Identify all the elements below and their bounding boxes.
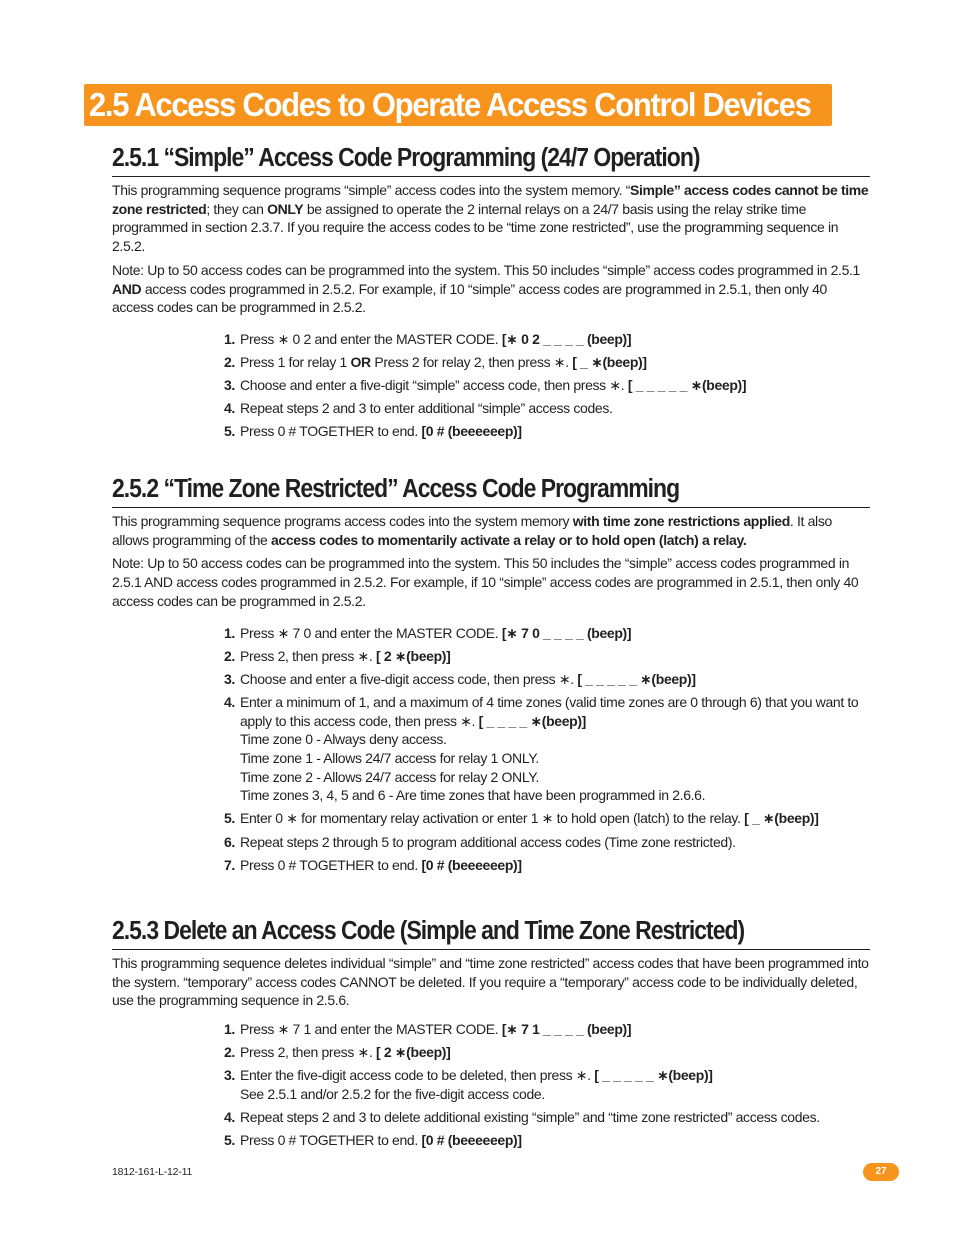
step-number: 3. — [224, 377, 235, 394]
step-item — [224, 1108, 870, 1127]
title-divider — [112, 949, 870, 950]
step-line — [240, 1066, 870, 1085]
section-banner — [84, 84, 832, 126]
step-line — [240, 693, 870, 730]
text: Press 0 # TOGETHER to end. — [240, 856, 422, 873]
bold-text: [ _ _ _ _ _ ∗(beep)] — [594, 1067, 713, 1084]
banner-title: 2.5 Access Codes to Operate Access Control Devices — [89, 86, 811, 123]
text: Time zone 1 - Allows 24/7 access for relay 1 ONLY. — [240, 749, 539, 766]
bold-text: AND — [112, 280, 142, 297]
step-line — [240, 749, 870, 768]
step-item — [224, 647, 870, 666]
step-line — [240, 422, 870, 441]
text: Note: Up to 50 access codes can be programmed into the system. This 50 includes the “simple” access codes programmed in 2.5.1 AND access codes programmed in 2.5.2. For example, if 10 “simple” access codes are programmed in 2.5.1, then only 40 access codes can be programmed in 2.5.2. — [112, 555, 859, 609]
step-line — [240, 330, 870, 349]
page-number-badge: 27 — [863, 1163, 899, 1181]
step-number: 4. — [224, 1109, 235, 1126]
bold-text: [ _ _ _ _ _ ∗(beep)] — [627, 377, 747, 394]
text: Press 0 # TOGETHER to end. — [240, 423, 422, 440]
text: Press 1 for relay 1 — [240, 354, 351, 371]
step-line — [240, 833, 870, 852]
step-number: 5. — [224, 1132, 235, 1149]
bold-text: [ 2 ∗(beep)] — [375, 647, 451, 664]
step-line — [240, 730, 870, 749]
text: Choose and enter a five-digit access code, then press ∗. — [240, 670, 578, 687]
bold-text: ONLY — [267, 200, 304, 217]
step-number: 5. — [224, 810, 235, 827]
step-item — [224, 1131, 870, 1150]
title-divider — [112, 176, 870, 177]
text: See 2.5.1 and/or 2.5.2 for the five-digit access code. — [240, 1086, 545, 1102]
step-number: 3. — [224, 1067, 235, 1084]
text: Time zone 0 - Always deny access. — [240, 731, 447, 748]
step-number: 2. — [224, 647, 235, 664]
step-number: 3. — [224, 670, 235, 687]
bold-text: [ 2 ∗(beep)] — [375, 1044, 451, 1061]
step-number: 4. — [224, 693, 235, 710]
step-line — [240, 856, 870, 875]
step-line — [240, 786, 870, 805]
document-code: 1812-161-L-12-11 — [112, 1166, 193, 1178]
text: Enter a minimum of 1, and a maximum of 4 time zones (valid time zones are 0 through 6) that you want to apply to this access code, then press ∗. — [240, 693, 859, 729]
text: Press 0 # TOGETHER to end. — [240, 1132, 422, 1149]
step-line — [240, 1108, 870, 1127]
step-number: 4. — [224, 400, 235, 417]
section-title: 2.5.1 “Simple” Access Code Programming (24/7 Operation) — [112, 144, 700, 172]
text: Press 2 for relay 2, then press ∗. — [370, 354, 573, 371]
bold-text: [∗ 7 1 _ _ _ _ (beep)] — [501, 1021, 632, 1038]
text: Repeat steps 2 and 3 to delete additional existing “simple” and “time zone restricted” access codes. — [240, 1109, 820, 1126]
bold-text: [∗ 0 2 _ _ _ _ (beep)] — [501, 330, 632, 347]
step-list — [224, 1020, 870, 1150]
note-paragraph — [112, 554, 870, 610]
step-item — [224, 330, 870, 349]
step-line — [240, 670, 870, 689]
text: Enter 0 ∗ for momentary relay activation or enter 1 ∗ to hold open (latch) to the relay. — [240, 810, 745, 827]
text: Repeat steps 2 and 3 to enter additional “simple” access codes. — [240, 400, 613, 417]
step-line — [240, 353, 870, 372]
bold-text: [0 # (beeeeeep)] — [421, 856, 522, 873]
text: ; they can — [206, 200, 268, 217]
text: Press 2, then press ∗. — [240, 1044, 376, 1061]
step-item — [224, 399, 870, 418]
step-item — [224, 809, 870, 828]
step-line — [240, 376, 870, 395]
text: This programming sequence deletes individual “simple” and “time zone restricted” access codes that have been programmed into the system. “temporary” access codes CANNOT be deleted. If you require a “temporary” access code to be individually deleted, use the programming sequence in 2.5.6. — [112, 955, 869, 1009]
text: Time zone 2 - Allows 24/7 access for relay 2 ONLY. — [240, 768, 539, 785]
text: Press ∗ 0 2 and enter the MASTER CODE. — [240, 330, 502, 347]
bold-text: [ _ ∗(beep)] — [744, 810, 819, 827]
text: This programming sequence programs “simple” access codes into the system memory. “ — [112, 182, 631, 198]
step-list — [224, 624, 870, 875]
step-item — [224, 1043, 870, 1062]
step-number: 5. — [224, 423, 235, 440]
step-item — [224, 856, 870, 875]
bold-text: OR — [350, 354, 371, 371]
step-item — [224, 1066, 870, 1103]
step-item — [224, 624, 870, 643]
step-number: 1. — [224, 1021, 235, 1038]
text: Press 2, then press ∗. — [240, 647, 376, 664]
text: Press ∗ 7 1 and enter the MASTER CODE. — [240, 1021, 502, 1038]
step-number: 6. — [224, 833, 235, 850]
step-line — [240, 1043, 870, 1062]
text: Time zones 3, 4, 5 and 6 - Are time zones that have been programmed in 2.6.6. — [240, 787, 706, 804]
text: . It also allows programming of the — [112, 513, 832, 548]
step-number: 1. — [224, 624, 235, 641]
bold-text: [0 # (beeeeeep)] — [421, 1132, 522, 1149]
text: Press ∗ 7 0 and enter the MASTER CODE. — [240, 624, 502, 641]
bold-text: [ _ _ _ _ _ ∗(beep)] — [577, 670, 696, 687]
text: Repeat steps 2 through 5 to program additional access codes (Time zone restricted). — [240, 833, 736, 850]
step-item — [224, 833, 870, 852]
bold-text: [0 # (beeeeeep)] — [421, 423, 522, 440]
bold-text: Simple” — [630, 182, 681, 198]
bold-text: access codes to momentarily activate a relay or to hold open (latch) a relay. — [270, 531, 747, 548]
intro-paragraph — [112, 954, 870, 1010]
step-line — [240, 647, 870, 666]
bold-text: access codes cannot be time zone restricted — [112, 182, 869, 217]
title-divider — [112, 507, 870, 508]
section-2-5-2 — [112, 473, 870, 879]
section-title: 2.5.2 “Time Zone Restricted” Access Code Programming — [112, 475, 680, 503]
bold-text: [ _ ∗(beep)] — [572, 354, 647, 371]
section-2-5-1 — [112, 142, 870, 445]
text: This programming sequence programs access codes into the system memory — [112, 513, 573, 529]
step-number: 7. — [224, 856, 235, 873]
step-line — [240, 1085, 870, 1104]
bold-text: [ _ _ _ _ ∗(beep)] — [478, 712, 586, 729]
intro-paragraph — [112, 512, 870, 549]
step-line — [240, 768, 870, 787]
text: Note: Up to 50 access codes can be programmed into the system. This 50 includes “simple” access codes programmed in 2.5.1 — [112, 261, 860, 278]
step-line — [240, 624, 870, 643]
step-line — [240, 1131, 870, 1150]
note-paragraph — [112, 261, 870, 317]
intro-paragraph — [112, 181, 870, 256]
step-line — [240, 1020, 870, 1039]
text: Choose and enter a five-digit “simple” access code, then press ∗. — [240, 377, 628, 394]
bold-text: with time zone restrictions applied — [572, 513, 790, 529]
step-line — [240, 399, 870, 418]
section-title: 2.5.3 Delete an Access Code (Simple and Time Zone Restricted) — [112, 917, 745, 945]
step-item — [224, 670, 870, 689]
step-item — [224, 353, 870, 372]
step-list — [224, 330, 870, 441]
text: be assigned to operate the 2 internal relays on a 24/7 basis using the relay strike time programmed in section 2.3.7. If you require the access codes to be “time zone restricted”, use the programming sequence in 2.5.2. — [112, 200, 839, 255]
step-item — [224, 422, 870, 441]
step-number: 1. — [224, 330, 235, 347]
text: Enter the five-digit access code to be deleted, then press ∗. — [240, 1067, 595, 1084]
bold-text: [∗ 7 0 _ _ _ _ (beep)] — [501, 624, 632, 641]
step-item — [224, 693, 870, 805]
step-item — [224, 1020, 870, 1039]
step-item — [224, 376, 870, 395]
step-number: 2. — [224, 1044, 235, 1061]
section-2-5-3 — [112, 915, 870, 1154]
text: access codes programmed in 2.5.2. For example, if 10 “simple” access codes are programmed in 2.5.1, then only 40 access codes can be programmed in 2.5.2. — [112, 280, 827, 316]
step-line — [240, 809, 870, 828]
step-number: 2. — [224, 354, 235, 371]
